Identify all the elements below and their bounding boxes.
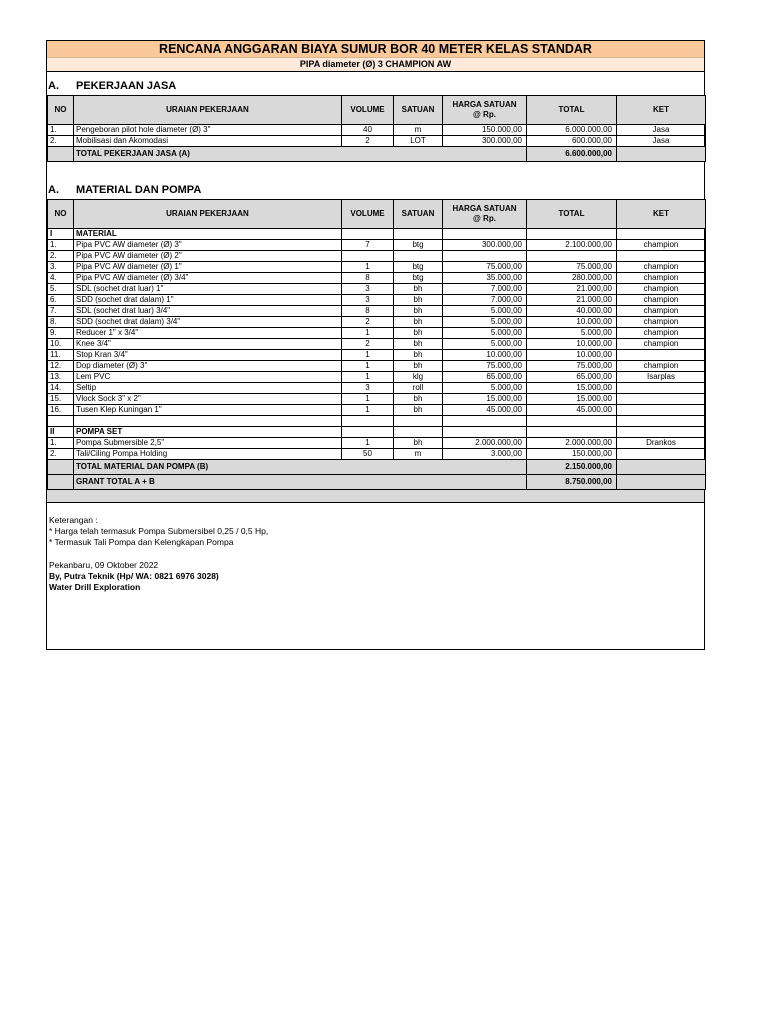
header-uraian: URAIAN PEKERJAAN <box>74 96 342 125</box>
material-table <box>47 199 706 490</box>
header-ket: KET <box>617 96 706 125</box>
header-volume: VOLUME <box>342 96 394 125</box>
cell-ket: champion <box>617 328 706 339</box>
header-uraian: URAIAN PEKERJAAN <box>74 200 342 229</box>
cell-no: 2. <box>48 449 74 460</box>
cell-volume: 40 <box>342 125 394 136</box>
cell-harga: 5.000,00 <box>443 317 527 328</box>
cell-total: 21.000,00 <box>527 284 617 295</box>
table-row <box>48 361 706 372</box>
cell-total: 21.000,00 <box>527 295 617 306</box>
document-title: RENCANA ANGGARAN BIAYA SUMUR BOR 40 METER KELAS STANDAR <box>159 42 592 56</box>
cell-uraian: Stop Kran 3/4" <box>74 350 342 361</box>
section-letter: A. <box>48 184 59 196</box>
section-title: PEKERJAAN JASA <box>76 80 177 92</box>
cell-no: 5. <box>48 284 74 295</box>
cell-volume: 7 <box>342 240 394 251</box>
cell-ket <box>617 383 706 394</box>
section-a-heading <box>47 78 704 95</box>
cell-total: 45.000,00 <box>527 405 617 416</box>
cell-no: 16. <box>48 405 74 416</box>
header-total: TOTAL <box>527 96 617 125</box>
cell-harga: 65.000,00 <box>443 372 527 383</box>
cell-satuan: btg <box>394 273 443 284</box>
total-material-label: TOTAL MATERIAL DAN POMPA (B) <box>74 460 527 475</box>
cell-uraian: Pipa PVC AW diameter (Ø) 2" <box>74 251 342 262</box>
jasa-table <box>47 95 706 162</box>
pompa-table-body <box>48 438 706 460</box>
cell-total: 280.000,00 <box>527 273 617 284</box>
cell-uraian: Pipa PVC AW diameter (Ø) 3" <box>74 240 342 251</box>
header-harga: HARGA SATUAN @ Rp. <box>443 96 527 125</box>
cell-ket <box>617 405 706 416</box>
cell-satuan: roll <box>394 383 443 394</box>
grand-total-value: 8.750.000,00 <box>527 475 617 490</box>
cell-satuan: bh <box>394 295 443 306</box>
section-letter: A. <box>48 80 59 92</box>
table-row <box>48 339 706 350</box>
cell-volume: 8 <box>342 306 394 317</box>
cell-total: 15.000,00 <box>527 394 617 405</box>
cell-harga: 35.000,00 <box>443 273 527 284</box>
cell-ket: champion <box>617 240 706 251</box>
group-row-pompa <box>48 427 706 438</box>
header-volume: VOLUME <box>342 200 394 229</box>
cell-no: 4. <box>48 273 74 284</box>
cell-ket: champion <box>617 284 706 295</box>
cell-no: 10. <box>48 339 74 350</box>
cell-total: 65.000,00 <box>527 372 617 383</box>
cell-harga: 45.000,00 <box>443 405 527 416</box>
cell-volume: 8 <box>342 273 394 284</box>
table-row <box>48 372 706 383</box>
header-satuan: SATUAN <box>394 96 443 125</box>
total-jasa-label: TOTAL PEKERJAAN JASA (A) <box>74 147 527 162</box>
cell-ket: Drankos <box>617 438 706 449</box>
cell-total: 10.000,00 <box>527 317 617 328</box>
cell-satuan: m <box>394 449 443 460</box>
cell-satuan: m <box>394 125 443 136</box>
cell-satuan: klg <box>394 372 443 383</box>
cell-no: 7. <box>48 306 74 317</box>
cell-satuan: LOT <box>394 136 443 147</box>
cell-total: 75.000,00 <box>527 262 617 273</box>
cell-satuan <box>394 251 443 262</box>
cell-ket <box>617 350 706 361</box>
spacer-band <box>47 490 704 503</box>
cell-total: 40.000,00 <box>527 306 617 317</box>
cell-ket: Isarplas <box>617 372 706 383</box>
cell-satuan: bh <box>394 306 443 317</box>
cell-volume: 3 <box>342 383 394 394</box>
cell-no: 1. <box>48 240 74 251</box>
cell-harga: 5.000,00 <box>443 328 527 339</box>
cell-ket: champion <box>617 317 706 328</box>
title-band <box>47 41 704 72</box>
cell-uraian: Pipa PVC AW diameter (Ø) 1" <box>74 262 342 273</box>
table-header-row <box>48 200 706 229</box>
cell-uraian: Lem PVC <box>74 372 342 383</box>
place-date: Pekanbaru, 09 Oktober 2022 <box>49 560 159 570</box>
cell-satuan: bh <box>394 328 443 339</box>
cell-total: 6.000.000,00 <box>527 125 617 136</box>
table-row <box>48 394 706 405</box>
table-row <box>48 306 706 317</box>
budget-sheet <box>46 40 705 650</box>
cell-total: 2.100.000,00 <box>527 240 617 251</box>
group-no: II <box>48 427 74 438</box>
total-material-value: 2.150.000,00 <box>527 460 617 475</box>
cell-no: 2. <box>48 136 74 147</box>
cell-volume: 3 <box>342 295 394 306</box>
total-jasa-row <box>48 147 706 162</box>
cell-uraian: Pengeboran pilot hole diameter (Ø) 3" <box>74 125 342 136</box>
table-row <box>48 251 706 262</box>
table-row <box>48 284 706 295</box>
material-table-body <box>48 240 706 416</box>
cell-no: 12. <box>48 361 74 372</box>
header-harga: HARGA SATUAN @ Rp. <box>443 200 527 229</box>
cell-no: 1. <box>48 125 74 136</box>
cell-satuan: bh <box>394 284 443 295</box>
cell-harga <box>443 251 527 262</box>
cell-harga: 15.000,00 <box>443 394 527 405</box>
cell-no: 3. <box>48 262 74 273</box>
table-row <box>48 295 706 306</box>
cell-uraian: Seltip <box>74 383 342 394</box>
cell-no: 14. <box>48 383 74 394</box>
table-row <box>48 350 706 361</box>
note-line: * Termasuk Tali Pompa dan Kelengkapan Pompa <box>49 537 234 547</box>
cell-harga: 3.000,00 <box>443 449 527 460</box>
cell-harga: 5.000,00 <box>443 306 527 317</box>
cell-no: 2. <box>48 251 74 262</box>
cell-harga: 2.000.000,00 <box>443 438 527 449</box>
cell-volume: 2 <box>342 339 394 350</box>
cell-satuan: bh <box>394 350 443 361</box>
cell-satuan: btg <box>394 240 443 251</box>
table-row <box>48 317 706 328</box>
total-jasa-value: 6.600.000,00 <box>527 147 617 162</box>
cell-uraian: Tali/Ciling Pompa Holding <box>74 449 342 460</box>
group-label: MATERIAL <box>74 229 342 240</box>
cell-total: 600.000,00 <box>527 136 617 147</box>
table-row <box>48 240 706 251</box>
cell-satuan: bh <box>394 317 443 328</box>
cell-uraian: Dop diameter (Ø) 3" <box>74 361 342 372</box>
author-contact: By, Putra Teknik (Hp/ WA: 0821 6976 3028) <box>49 571 219 581</box>
cell-ket: champion <box>617 273 706 284</box>
cell-satuan: bh <box>394 339 443 350</box>
cell-uraian: Vlock Sock 3" x 2" <box>74 394 342 405</box>
cell-uraian: Mobilisasi dan Akomodasi <box>74 136 342 147</box>
cell-volume: 2 <box>342 317 394 328</box>
total-material-row <box>48 460 706 475</box>
table-row <box>48 136 706 147</box>
cell-uraian: SDL (sochet drat luar) 1" <box>74 284 342 295</box>
cell-satuan: bh <box>394 361 443 372</box>
cell-total: 15.000,00 <box>527 383 617 394</box>
grand-total-row <box>48 475 706 490</box>
table-row <box>48 405 706 416</box>
cell-ket: champion <box>617 306 706 317</box>
cell-uraian: Reducer 1" x 3/4" <box>74 328 342 339</box>
cell-satuan: btg <box>394 262 443 273</box>
cell-no: 6. <box>48 295 74 306</box>
cell-total: 5.000,00 <box>527 328 617 339</box>
group-no: I <box>48 229 74 240</box>
cell-ket: Jasa <box>617 136 706 147</box>
cell-uraian: SDD (sochet drat dalam) 1" <box>74 295 342 306</box>
table-header-row <box>48 96 706 125</box>
cell-uraian: Pipa PVC AW diameter (Ø) 3/4" <box>74 273 342 284</box>
cell-harga: 75.000,00 <box>443 262 527 273</box>
table-row <box>48 438 706 449</box>
cell-volume: 1 <box>342 262 394 273</box>
cell-uraian: Knee 3/4" <box>74 339 342 350</box>
cell-harga: 300.000,00 <box>443 136 527 147</box>
cell-volume: 2 <box>342 136 394 147</box>
cell-ket: champion <box>617 339 706 350</box>
cell-no: 15. <box>48 394 74 405</box>
cell-total: 150.000,00 <box>527 449 617 460</box>
cell-total: 10.000,00 <box>527 339 617 350</box>
cell-volume: 1 <box>342 438 394 449</box>
header-no: NO <box>48 200 74 229</box>
cell-total: 10.000,00 <box>527 350 617 361</box>
cell-volume: 50 <box>342 449 394 460</box>
section-b-heading <box>47 182 704 199</box>
note-line: * Harga telah termasuk Pompa Submersibel 0,25 / 0,5 Hp, <box>49 526 269 536</box>
cell-harga: 7.000,00 <box>443 295 527 306</box>
cell-volume: 1 <box>342 405 394 416</box>
group-row-material <box>48 229 706 240</box>
cell-harga: 10.000,00 <box>443 350 527 361</box>
header-ket: KET <box>617 200 706 229</box>
cell-harga: 75.000,00 <box>443 361 527 372</box>
header-total: TOTAL <box>527 200 617 229</box>
cell-ket <box>617 449 706 460</box>
cell-volume: 1 <box>342 361 394 372</box>
cell-volume: 1 <box>342 394 394 405</box>
group-label: POMPA SET <box>74 427 342 438</box>
cell-satuan: bh <box>394 438 443 449</box>
cell-volume: 1 <box>342 328 394 339</box>
jasa-table-body <box>48 125 706 147</box>
cell-no: 9. <box>48 328 74 339</box>
header-no: NO <box>48 96 74 125</box>
cell-uraian: Pompa Submersible 2,5" <box>74 438 342 449</box>
cell-ket: champion <box>617 295 706 306</box>
blank-row <box>48 416 706 427</box>
grand-total-label: GRANT TOTAL A + B <box>74 475 527 490</box>
cell-harga: 5.000,00 <box>443 383 527 394</box>
cell-ket <box>617 251 706 262</box>
cell-volume: 1 <box>342 350 394 361</box>
cell-harga: 5.000,00 <box>443 339 527 350</box>
table-row <box>48 125 706 136</box>
table-row <box>48 449 706 460</box>
cell-total <box>527 251 617 262</box>
cell-harga: 300.000,00 <box>443 240 527 251</box>
cell-harga: 150.000,00 <box>443 125 527 136</box>
cell-uraian: SDD (sochet drat dalam) 3/4" <box>74 317 342 328</box>
cell-volume: 3 <box>342 284 394 295</box>
header-satuan: SATUAN <box>394 200 443 229</box>
cell-satuan: bh <box>394 405 443 416</box>
cell-no: 8. <box>48 317 74 328</box>
cell-total: 75.000,00 <box>527 361 617 372</box>
cell-volume: 1 <box>342 372 394 383</box>
cell-satuan: bh <box>394 394 443 405</box>
table-row <box>48 262 706 273</box>
cell-no: 1. <box>48 438 74 449</box>
table-row <box>48 383 706 394</box>
cell-uraian: Tusen Klep Kuningan 1" <box>74 405 342 416</box>
notes-block <box>47 515 704 593</box>
table-row <box>48 273 706 284</box>
cell-ket: champion <box>617 262 706 273</box>
cell-ket: champion <box>617 361 706 372</box>
cell-ket <box>617 394 706 405</box>
cell-volume <box>342 251 394 262</box>
company-name: Water Drill Exploration <box>49 582 141 592</box>
cell-no: 13. <box>48 372 74 383</box>
cell-uraian: SDL (sochet drat luar) 3/4" <box>74 306 342 317</box>
document-subtitle: PIPA diameter (Ø) 3 CHAMPION AW <box>47 57 704 71</box>
cell-harga: 7.000,00 <box>443 284 527 295</box>
section-title: MATERIAL DAN POMPA <box>76 184 202 196</box>
cell-no: 11. <box>48 350 74 361</box>
cell-total: 2.000.000,00 <box>527 438 617 449</box>
notes-heading: Keterangan : <box>49 515 98 525</box>
cell-ket: Jasa <box>617 125 706 136</box>
table-row <box>48 328 706 339</box>
